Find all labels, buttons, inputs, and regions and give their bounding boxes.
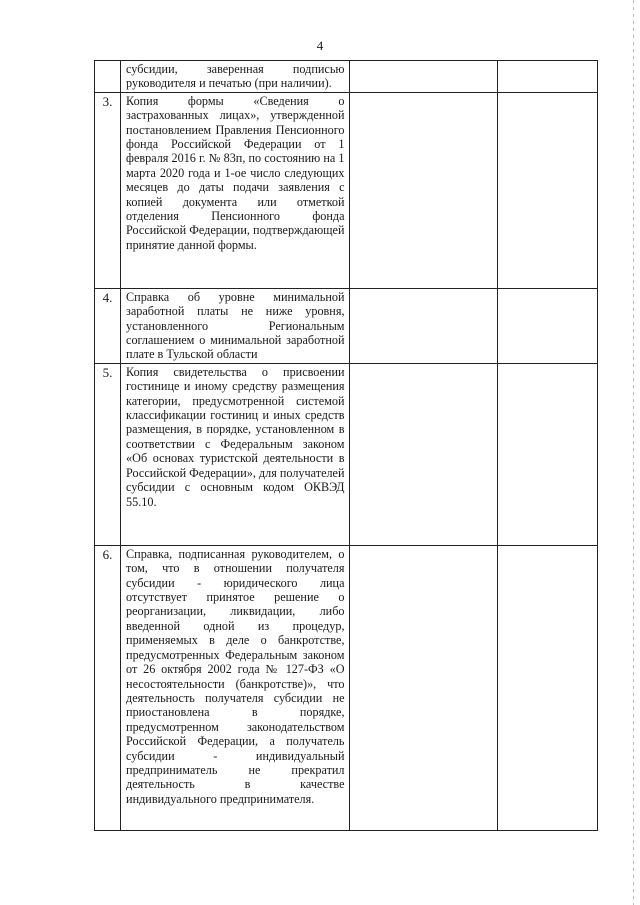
empty-cell (497, 61, 597, 93)
row-text: Справка об уровне минимальной заработной платы не ниже уровня, установленного Региональным соглашением о минимальной заработной плате в Тульской области (121, 288, 349, 363)
row-number: 4. (95, 288, 121, 363)
row-text: Копия формы «Сведения о застрахованных лицах», утвержденной постановлением Правления Пенсионного фонда Российской Федерации от 1 февраля 2016 г. № 83п, по состоянию на 1 марта 2020 года и 1-ое число следующих месяцев до даты подачи заявления с копией документа или отметкой отделения Пенсионного фонда Российской Федерации, подтверждающей принятие данной формы. (121, 92, 349, 288)
row-text: Копия свидетельства о присвоении гостинице и иному средству размещения категории, предусмотренной системой классификации гостиниц и иных средств размещения, в порядке, установленном в соответствии с Федеральным законом «Об основах туристской деятельности в Российской Федерации», для получателей субсидии с основным кодом ОКВЭД 55.10. (121, 363, 349, 545)
empty-cell (497, 288, 597, 363)
empty-cell (497, 363, 597, 545)
row-number: 6. (95, 545, 121, 830)
page-number: 4 (316, 38, 324, 53)
row-number: 5. (95, 363, 121, 545)
table-row (95, 92, 598, 288)
row-text: субсидии, заверенная подписью руководителя и печатью (при наличии). (121, 61, 349, 93)
table-row (95, 363, 598, 545)
empty-cell (497, 545, 597, 830)
empty-cell (497, 92, 597, 288)
documents-table (94, 60, 598, 831)
empty-cell (349, 363, 497, 545)
table-row (95, 288, 598, 363)
empty-cell (349, 92, 497, 288)
row-number (95, 61, 121, 93)
empty-cell (349, 288, 497, 363)
table-row (95, 545, 598, 830)
row-number: 3. (95, 92, 121, 288)
scan-edge-line (633, 0, 634, 905)
row-text: Справка, подписанная руководителем, о том, что в отношении получателя субсидии - юридического лица отсутствует принятое решение о реорганизации, ликвидации, либо введенной одной из процедур, применяемых в деле о банкротстве, предусмотренных Федеральным законом от 26 октября 2002 года № 127-ФЗ «О несостоятельности (банкротстве)», что деятельность получателя субсидии не приостановлена в порядке, предусмотренном законодательством Российской Федерации, а получатель субсидии - индивидуальный предприниматель не прекратил деятельность в качестве индивидуального предпринимателя. (121, 545, 349, 830)
empty-cell (349, 61, 497, 93)
empty-cell (349, 545, 497, 830)
table-row (95, 61, 598, 93)
